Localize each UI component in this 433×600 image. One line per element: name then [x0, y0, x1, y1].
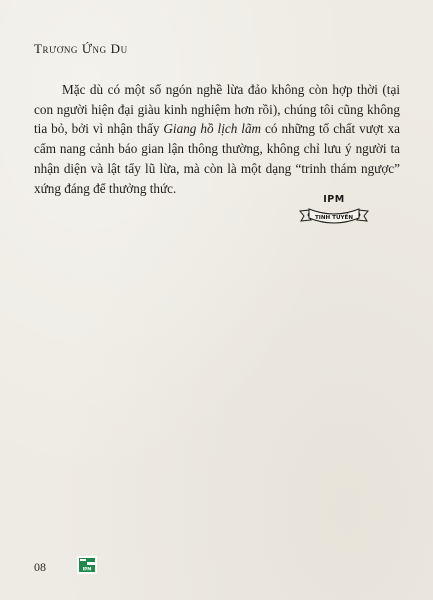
ribbon-banner-icon [298, 205, 370, 231]
book-title-italic: Giang hồ lịch lãm [163, 121, 262, 137]
body-paragraph [34, 80, 400, 198]
paragraph-text-start: Mặc dù có một số ngón nghề lừa đảo không còn hợp thời (tại con người hiện đại giàu kinh nghiệm hơn rồi), chúng tôi cũng không tia bỏ, bởi vì nhận thấy [34, 82, 400, 137]
paragraph-text-end: có những tố chất vượt xa cẩm nang cảnh báo gian lận thông thường, không chỉ lưu ý người ta nhận diện và lật tẩy lũ lừa, mà còn là một dạng “trinh thám ngược” xứng đáng để thưởng thức. [34, 121, 400, 196]
logo-text: IPM [82, 566, 92, 572]
seal-ribbon-text: TINH TUYỂN [314, 215, 354, 221]
ipm-selection-seal [298, 194, 370, 234]
running-header-author: Trương Ứng Du [34, 41, 128, 56]
seal-brand-text: IPM [323, 194, 345, 205]
ipm-logo-icon [77, 556, 97, 574]
page-number: 08 [34, 560, 46, 574]
